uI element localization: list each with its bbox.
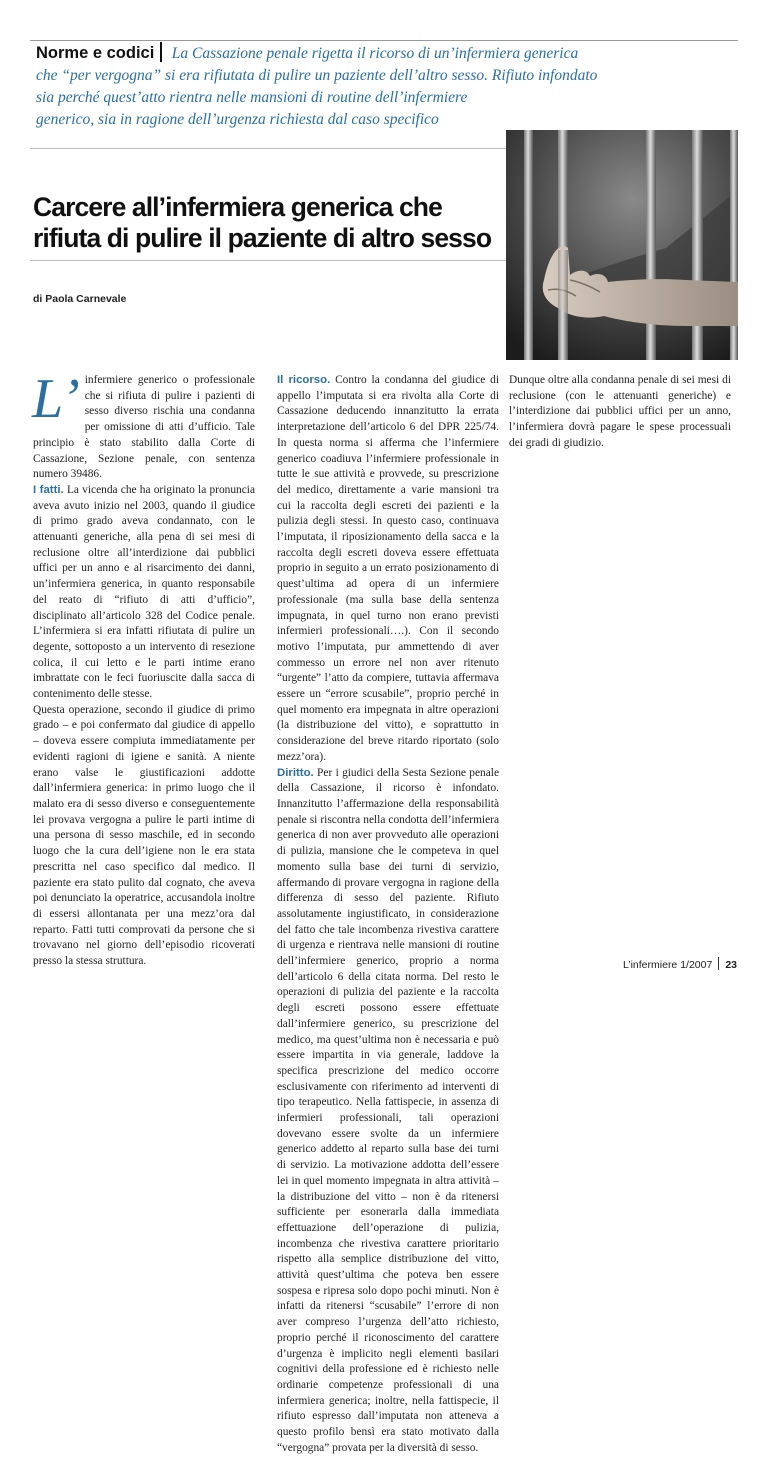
facts-text: La vicenda che ha originato la pronuncia aveva avuto inizio nel 2003, quando il giudice di primo grado aveva condannato, con le attenuanti generiche, alla pena di sei mesi di reclusione oltre all’interdizione dai pubblici uffici per un anno e al risarcimento dei danni, un’infermiera generica, in quanto responsabile del reato di “rifiuto di atti d’ufficio”, disciplinato all’articolo 328 del Codice penale. L’infermiera si era infatti rifiutata di pulire un degente, sottoposto a un intervento di resezione colica, il cui letto e le parti intime erano imbrattate con le feci fuoriuscite dalla sacca di contenimento delle stesse. — [33, 483, 256, 701]
page-number: 23 — [725, 959, 737, 971]
lead-line-4: generico, sia in ragione dell’urgenza richiesta dal caso specifico — [36, 111, 439, 128]
top-rule — [30, 40, 738, 41]
page-footer — [623, 957, 737, 971]
facts-paragraph-2: Questa operazione, secondo il giudice di primo grado – e poi confermato dal giudice di appello – doveva essere compiuta immediatamente per evidenti ragioni di igiene e sanità. A niente erano valse le giustificazioni addotte dall’infermiera generica: in primo luogo che il malato era di sesso diverso e conseguentemente lei provava vergogna a pulire le parti intime di una persona di sesso maschile, ed in secondo luogo che la cura dell’igiene non le era stata prescritta nel caso specifico dal medico. Il paziente era stato pulito dal cognato, che aveva poi denunciato la operatrice, accusandola inoltre di essersi allontanata per una mezz’ora dal reparto. Fatti tutti comprovati da persone che si trovavano nel giorno dell’episodio ricoverati presso la stessa struttura. — [33, 703, 255, 968]
journal-issue: L’infermiere 1/2007 — [623, 959, 713, 971]
byline: di Paola Carnevale — [33, 293, 127, 305]
lead-line-3: sia perché quest’atto rientra nelle mansioni di routine dell’infermiere — [36, 89, 468, 106]
heading-ricorso: Il ricorso. — [277, 374, 331, 386]
appeal-text: Contro la condanna del giudice di appello l’imputata si era rivolta alla Corte di Cassazione deducendo innanzitutto la errata interpretazione dell’articolo 6 del DPR 225/74. In questa norma si afferma che l’infermiere generico coadiuva l’infermiere professionale in tutte le sue attività e provvede, su prescrizione del medico, direttamente a varie mansioni tra cui la raccolta degli escreti dei pazienti e la pulizia degli stessi. In questo caso, continuava l’imputata, il riposizionamento della sacca e la raccolta degli escreti doveva essere effettuata proprio in seguito a un errato posizionamento di quest’ultima ad opera di un infermiere professionale (ma sulla base della sentenza impugnata, in quel turno non erano previsti infermieri professionali….). Con il secondo motivo l’imputata, pur ammettendo di aver commesso un errore nel non aver ritenuto “urgente” l’atto da compiere, tuttavia affermava essere un “errore scusabile”, proprio perché in quel momento era impegnata in altre operazioni (la distribuzione del vitto), e soprattutto in considerazione del breve ritardo riportato (solo mezz’ora). — [277, 374, 499, 763]
divider-top — [30, 148, 506, 149]
header — [36, 42, 736, 131]
column-3 — [509, 373, 731, 452]
heading-fatti: I fatti. — [33, 483, 64, 496]
prison-bars-illustration — [506, 130, 738, 360]
law-text: Per i giudici della Sesta Sezione penale della Cassazione, il ricorso è infondato. Innanzitutto l’affermazione della responsabilità penale si riscontra nella condotta dell’infermiera generica di non aver provveduto alle operazioni di pulizia, mansione che le competeva in quel momento sulla base dei turni di servizio, affermando di provare vergogna in ragione della differenza di sesso del paziente. Rifiuto assolutamente ingiustificato, in considerazione del fatto che tale incombenza rivestiva carattere di urgenza e rientrava nelle mansioni di routine dell’infermiere generico, proprio a norma dell’articolo 6 della citata norma. Del resto le operazioni di pulizia del paziente e la raccolta degli escreti possono essere effettuate dall’infermiere generico, su prescrizione del medico, ma quest’ultima non è necessaria e può essere impartita in via generale, laddove la specifica prescrizione del medico occorre esclusivamente con riferimento ad interventi di tipo terapeutico. Nella fattispecie, in assenza di infermieri professionali, tali operazioni dovevano essere svolte da un infermiere generico addetto al reparto sulla base dei turni di servizio. La motivazione addotta dell’essere lei in quel momento impegnata in altra attività – la distribuzione del vitto – non è da ritenersi sufficiente per esonerarla dalla immediata effettuazione dell’operazione di pulizia, incombenza che rivestiva carattere prioritario rispetto alla semplice distribuzione del vitto, attività quest’ultima che poteva ben essere sospesa e ripresa solo dopo pochi minuti. Non è infatti da ritenersi “scusabile” l’errore di non aver compreso l’urgenza dell’atto richiesto, proprio perché il riconoscimento del carattere d’urgenza è implicito negli elementi basilari cognitivi della professione ed è richiesto nelle ordinarie competenze professionali di una infermiera generica; inoltre, nella fattispecie, il rifiuto espresso dall’imputata non atteneva a questo profilo bensì era stato motivato dalla “vergogna” provata per la diversità di sesso. — [277, 766, 499, 1454]
prison-bars-photo — [506, 130, 738, 360]
column-1 — [32, 368, 256, 970]
footer-separator — [718, 957, 719, 970]
divider-title — [30, 260, 506, 261]
section-separator — [160, 42, 162, 62]
lead-line-1: La Cassazione penale rigetta il ricorso di un’infermiera generica — [171, 45, 579, 62]
conclusion-paragraph: Dunque oltre alla condanna penale di sei mesi di reclusione (con le attenuanti generiche) e l’interdizione dai pubblici uffici per un anno, l’infermiera dovrà pagare le spese processuali dei gradi di giudizio. — [509, 374, 731, 449]
column-2 — [277, 373, 499, 1457]
law-paragraph — [277, 766, 499, 1457]
intro-text: infermiere generico o professionale che si rifiuta di pulire i pazienti di sesso diverso rischia una condanna per omissione di atti d’ufficio. Tale principio è stato stabilito dalla Corte di Cassazione, Sezione penale, con sentenza numero 39486. — [33, 374, 255, 481]
lead-line-2: che “per vergogna” si era rifiutata di pulire un paziente dell’altro sesso. Rifiuto infondato — [36, 67, 598, 84]
article-title: Carcere all’infermiera generica che rifiuta di pulire il paziente di altro sesso — [33, 192, 492, 253]
appeal-paragraph — [277, 373, 499, 766]
facts-paragraph — [33, 483, 255, 703]
heading-diritto: Diritto. — [277, 766, 314, 779]
intro-paragraph — [32, 368, 255, 483]
section-label: Norme e codici — [36, 44, 155, 62]
drop-cap: L’ — [32, 368, 80, 430]
